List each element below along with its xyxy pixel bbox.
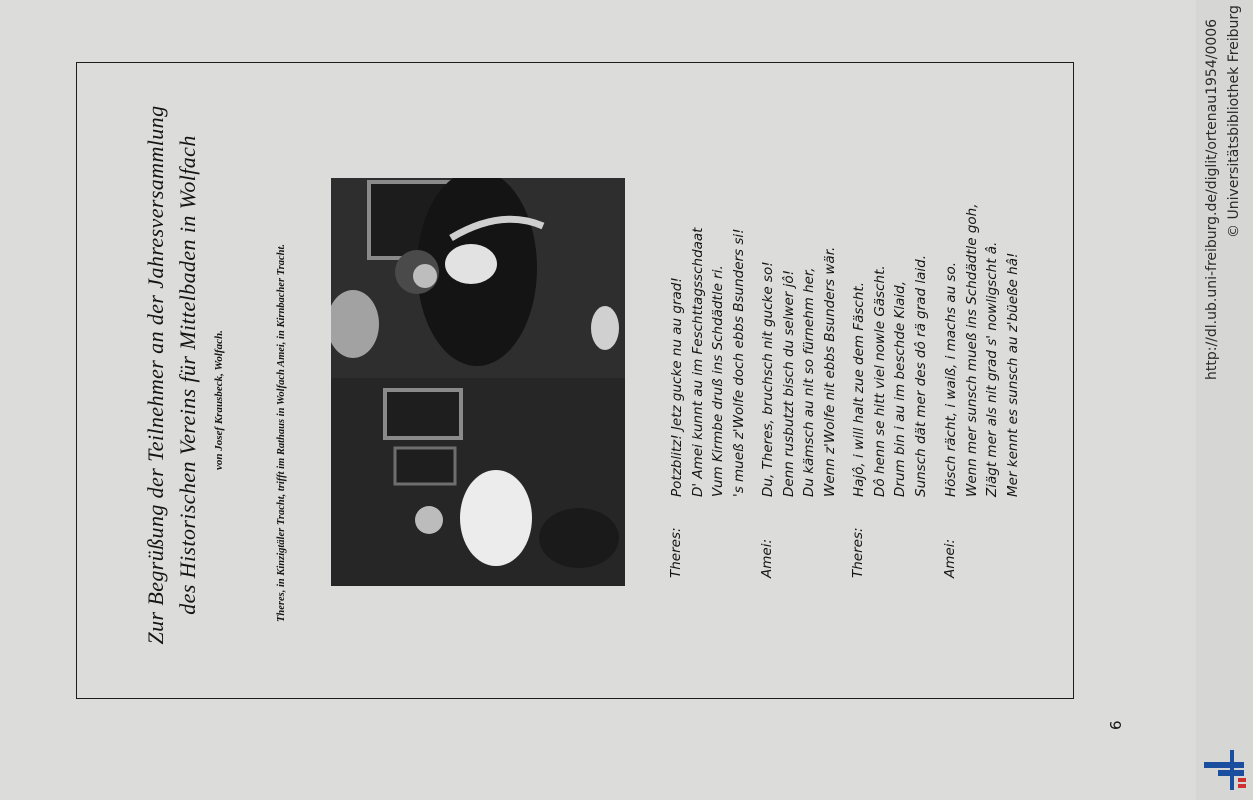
verse-line: Mer kennt es sunsch au z'büeße hâ!	[1004, 252, 1021, 497]
verse-line: Hösch rächt, i waiß, i machs au so.	[943, 261, 959, 497]
photograph	[331, 178, 625, 586]
photograph-scene	[331, 178, 625, 586]
source-url[interactable]: http://dl.ub.uni-freiburg.de/diglit/ortenau1954/0006	[1204, 18, 1220, 380]
verse-line: Drum bin i au im beschde Klaid,	[892, 280, 908, 497]
verse-line: Potzblitz! Jetz gucke nu au grad!	[669, 277, 685, 497]
title-line-2: des Historischen Vereins für Mittelbaden in Wolfach	[175, 135, 200, 615]
page-title	[140, 95, 204, 655]
copyright-notice: © Universitätsbibliothek Freiburg	[1226, 5, 1242, 238]
stanza-4	[941, 203, 1023, 497]
photo-caption: Theres, in Kinzigtäler Tracht, trifft im Rathaus in Wolfach Amei, in Kirnbacher Tracht.	[276, 243, 287, 622]
verse-line: D' Amei kunnt au im Feschttagsschdaat	[689, 227, 706, 497]
stanza-3-speaker: Theres:	[850, 527, 866, 578]
verse-line: 's mueß z'Wolfe doch ebbs Bsunders si!	[730, 228, 747, 497]
page-number: 6	[1107, 720, 1125, 730]
verse-line: Denn rusbutzt bisch du selwer jô!	[780, 269, 797, 497]
verse-line: Du kämsch au nit so fürnehm her,	[801, 267, 817, 497]
stanza-4-speaker: Amei:	[942, 539, 958, 578]
verse-line: Vum Kirmbe druß ins Schdädtle ri.	[710, 265, 726, 497]
verse-line: Sunsch dät mer des dô rä grad laid.	[912, 254, 929, 497]
verse-line: Du, Theres, bruchsch nit gucke so!	[760, 261, 776, 497]
title-line-1: Zur Begrüßung der Teilnehmer an der Jahresversammlung	[143, 105, 168, 645]
university-library-logo-icon	[1204, 748, 1248, 792]
verse-line: Wenn z'Wolfe nit ebbs Bsunders wär.	[821, 246, 838, 497]
verse-line: Dô henn se hitt viel nowle Gäscht.	[871, 265, 888, 497]
stanza-2	[758, 247, 840, 497]
verse-line: Wenn mer sunsch mueß ins Schdädtle goh,	[963, 203, 980, 497]
stanza-2-speaker: Amei:	[759, 539, 775, 578]
stanza-3	[849, 255, 931, 497]
stanza-1-speaker: Theres:	[668, 527, 684, 578]
verse-line: Hajô, i will halt zue dem Fäscht.	[851, 282, 867, 497]
author-byline: von Josef Krausbeck, Wolfach.	[213, 330, 225, 470]
stanza-1	[667, 228, 749, 497]
verse-line: Ziägt mer als nit grad s' nowligscht â.	[984, 241, 1000, 497]
